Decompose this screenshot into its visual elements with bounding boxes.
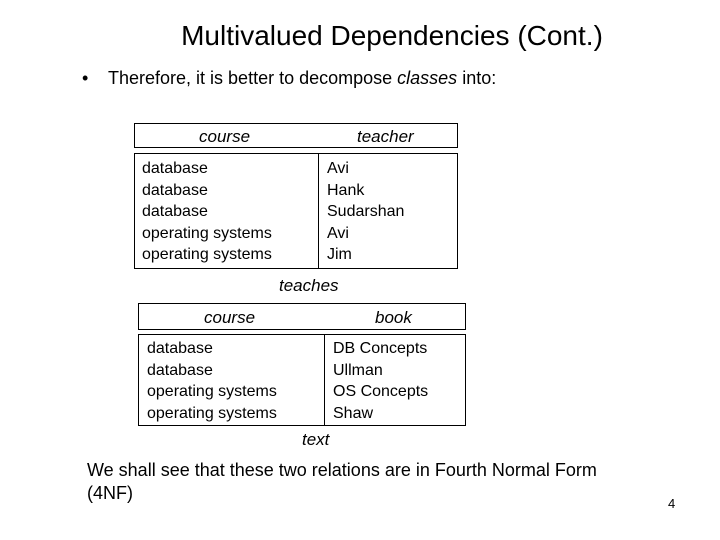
table-cell: Sudarshan	[327, 203, 405, 221]
table-cell: database	[142, 203, 208, 221]
bullet-text	[108, 68, 496, 89]
bullet-text-after: into:	[457, 68, 497, 88]
teaches-course-column	[142, 158, 272, 266]
table-cell: Shaw	[333, 404, 374, 422]
table-cell: operating systems	[142, 224, 272, 242]
teaches-teacher-column	[327, 158, 404, 266]
text-course-column	[147, 338, 277, 424]
page-number: 4	[668, 496, 676, 511]
slide-title: Multivalued Dependencies (Cont.)	[181, 20, 603, 51]
bullet-text-emphasis: classes	[397, 68, 458, 88]
teaches-column-divider	[318, 153, 319, 269]
table-cell: Hank	[327, 181, 365, 199]
table-cell: operating systems	[147, 404, 277, 422]
table-cell: Ullman	[333, 361, 383, 379]
table-cell: OS Concepts	[333, 383, 429, 401]
conclusion-text: We shall see that these two relations are in Fourth Normal Form (4NF)	[87, 460, 597, 503]
text-header-course: course	[204, 308, 256, 327]
text-header-box	[138, 303, 466, 330]
table-cell: operating systems	[147, 383, 277, 401]
table-cell: Jim	[327, 246, 352, 264]
bullet-marker: •	[82, 68, 89, 88]
table-cell: database	[142, 160, 208, 177]
table-cell: DB Concepts	[333, 340, 428, 357]
text-column-divider	[324, 334, 325, 426]
teaches-caption: teaches	[279, 276, 339, 295]
bullet-text-before: Therefore, it is better to decompose	[108, 68, 398, 88]
table-cell: database	[147, 340, 213, 357]
teaches-header-teacher: teacher	[357, 127, 414, 146]
text-caption: text	[302, 430, 330, 449]
table-cell: database	[142, 181, 208, 199]
text-book-column	[333, 338, 428, 424]
teaches-header-course: course	[199, 127, 251, 146]
table-cell: operating systems	[142, 246, 272, 264]
text-header-book: book	[375, 308, 412, 327]
table-cell: Avi	[327, 160, 349, 177]
table-cell: database	[147, 361, 213, 379]
table-cell: Avi	[327, 224, 349, 242]
